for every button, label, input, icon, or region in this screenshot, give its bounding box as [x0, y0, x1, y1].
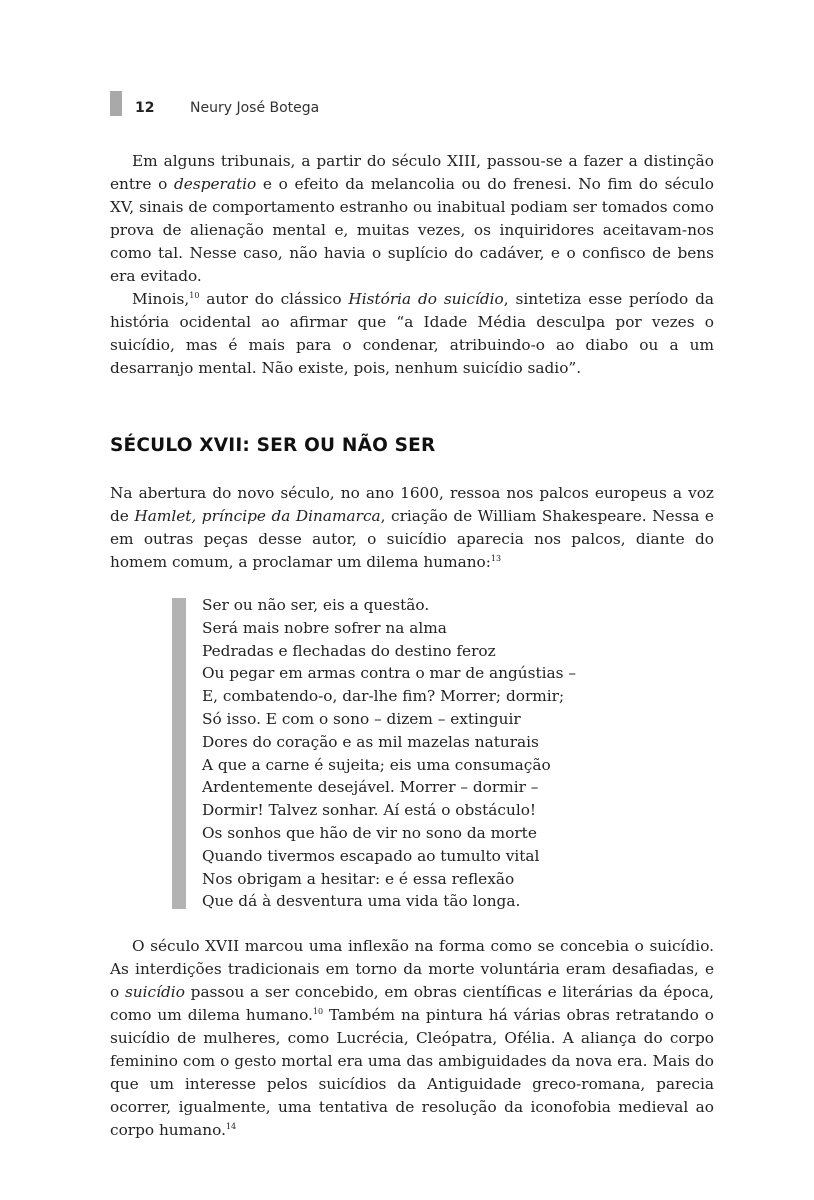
header-marker-bar: [110, 91, 122, 116]
verse-line: E, combatendo-o, dar-lhe fim? Morrer; dormir;: [202, 687, 565, 706]
running-head-author: Neury José Botega: [190, 100, 320, 116]
verse-line: Quando tivermos escapado ao tumulto vital: [202, 846, 540, 865]
verse-line: Será mais nobre sofrer na alma: [202, 618, 447, 637]
verse-line: Ardentemente desejável. Morrer – dormir –: [202, 778, 539, 797]
paragraph-2: Minois,$^{10}$ autor do clássico História do suicídio, sintetiza esse período da história ocidental ao afirmar que “a Idade Média desculpa por vezes o suicídio, mas é mais para o condenar, atribuindo-o ao diabo ou a um desarranjo mental. Não existe, pois, nenhum suicídio sadio”.: [110, 290, 714, 377]
verse-line: A que a carne é sujeita; eis uma consumação: [202, 755, 551, 774]
verse-line: Os sonhos que hão de vir no sono da morte: [202, 823, 537, 842]
verse-line: Dormir! Talvez sonhar. Aí está o obstáculo!: [202, 801, 537, 820]
paragraph-3: Na abertura do novo século, no ano 1600, ressoa nos palcos europeus a voz de Hamlet, príncipe da Dinamarca, criação de William Shakespeare. Nessa e em outras peças desse autor, o suicídio aparecia nos palcos, diante do homem comum, a proclamar um dilema humano:$^{13}$: [110, 484, 714, 571]
verse-line: Ou pegar em armas contra o mar de angústias –: [202, 664, 577, 683]
paragraph-1: Em alguns tribunais, a partir do século XIII, passou-se a fazer a distinção entre o desperatio e o efeito da melancolia ou do frenesi. No fim do século XV, sinais de comportamento estranho ou inabitual podiam ser tomados como prova de alienação mental e, muitas vezes, os inquiridores aceitavam-nos como tal. Nesse caso, não havia o suplício do cadáver, e o confisco de bens era evitado.: [110, 152, 715, 285]
page-body: [110, 150, 714, 1142]
page-number: 12: [135, 100, 155, 116]
verse-quote-block: [172, 594, 714, 913]
verse-line: Nos obrigam a hesitar: e é essa reflexão: [202, 869, 515, 888]
verse-line: Dores do coração e as mil mazelas naturais: [202, 732, 539, 751]
verse-line: Ser ou não ser, eis a questão.: [202, 596, 430, 614]
section-heading: SÉCULO XVII: SER OU NÃO SER: [110, 435, 436, 456]
verse-line: Só isso. E com o sono – dizem – extinguir: [202, 709, 521, 728]
paragraph-4: O século XVII marcou uma inflexão na forma como se concebia o suicídio. As interdições tradicionais em torno da morte voluntária eram desafiadas, e o suicídio passou a ser concebido, em obras científicas e literárias da época, como um dilema humano.$^{10}$ Também na pintura há várias obras retratando o suicídio de mulheres, como Lucrécia, Cleópatra, Ofélia. A aliança do corpo feminino com o gesto mortal era uma das ambiguidades da nova era. Mais do que um interesse pelos suicídios da Antiguidade greco-romana, parecia ocorrer, igualmente, uma tentativa de resolução da iconofobia medieval ao corpo humano.$^{14}$: [110, 937, 714, 1140]
verse-line: Pedradas e flechadas do destino feroz: [202, 641, 496, 660]
quote-bar: [172, 598, 186, 909]
verse-line: Que dá à desventura uma vida tão longa.: [202, 892, 521, 911]
